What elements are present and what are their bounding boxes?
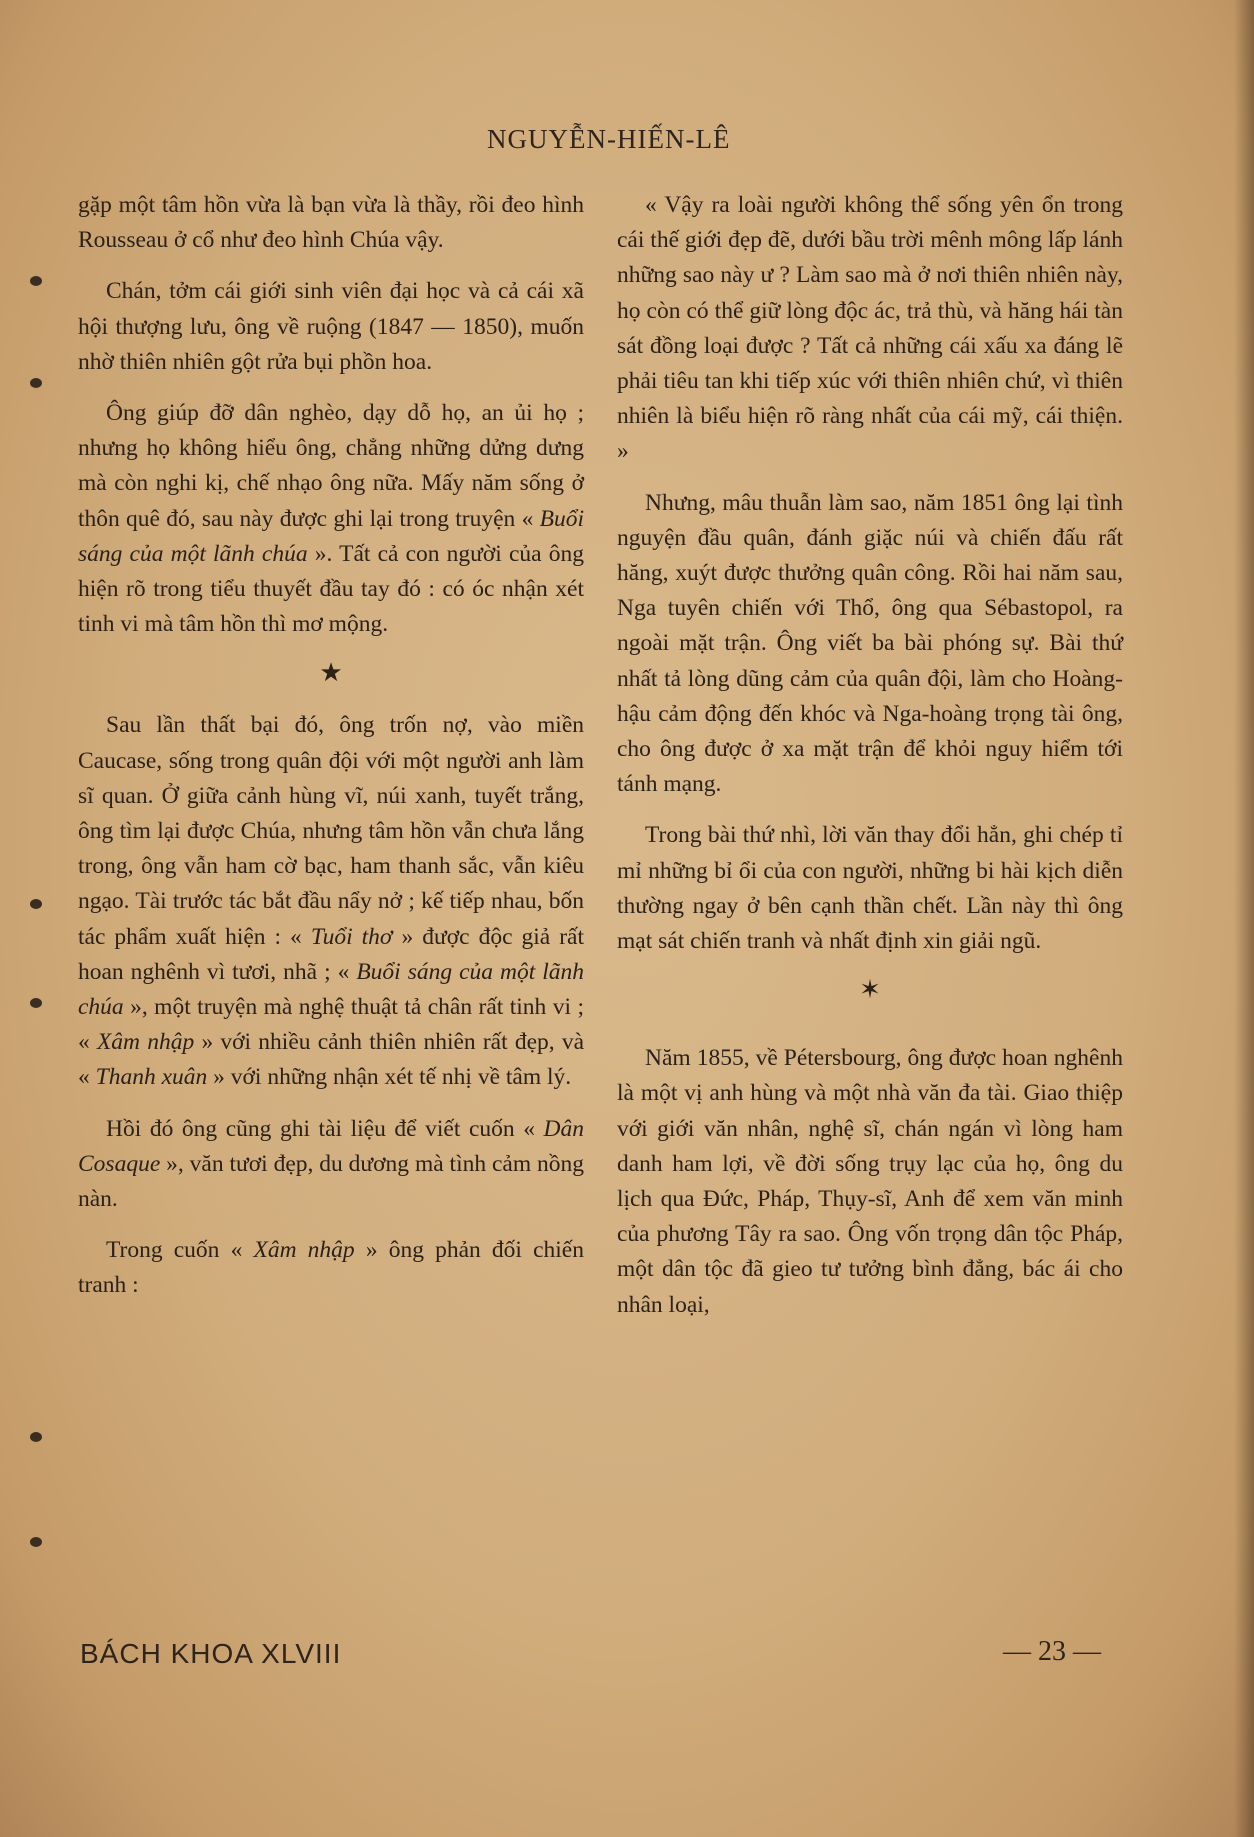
work-title: Thanh xuân (95, 1064, 208, 1091)
work-title: Tuổi thơ (310, 923, 393, 950)
work-title: Dân Cosaque (78, 1115, 585, 1177)
work-title: Buổi sáng của một lãnh chúa (78, 505, 585, 567)
section-star-separator: ★ (319, 658, 343, 688)
paragraph: Trong cuốn « Xâm nhập » ông phản đối chiến tranh : (78, 1237, 584, 1299)
work-title: Xâm nhập (253, 1237, 355, 1264)
right-column (617, 188, 1123, 1339)
margin-mark (30, 378, 42, 388)
paragraph: Chán, tởm cái giới sinh viên đại học và cả cái xã hội thượng lưu, ông về ruộng (1847 — 1850), muốn nhờ thiên nhiên gột rửa bụi phồn hoa. (78, 278, 584, 375)
work-title: Xâm nhập (96, 1029, 195, 1056)
left-column (78, 188, 584, 1320)
paragraph: Nhưng, mâu thuẫn làm sao, năm 1851 ông lại tình nguyện đầu quân, đánh giặc núi và chiến đấu rất hăng, xuýt được thưởng quân công. Rồi hai năm sau, Nga tuyên chiến với Thổ, ông qua Sébastopol, ra ngoài mặt trận. Ông viết ba bài phóng sự. Bài thứ nhất tả lòng dũng cảm của quân đội, làm cho Hoàng-hậu cảm động đến khóc và Nga-hoàng trọng tài ông, cho ông được ở xa mặt trận để khỏi nguy hiểm tới tánh mạng. (617, 489, 1123, 798)
work-title: Buổi sáng của một lãnh chúa (78, 958, 584, 1021)
margin-mark (30, 899, 42, 909)
paragraph: Hồi đó ông cũng ghi tài liệu để viết cuốn « Dân Cosaque », văn tươi đẹp, du dương mà tình cảm nồng nàn. (78, 1115, 585, 1213)
margin-mark (30, 276, 42, 286)
paragraph: Năm 1855, về Pétersbourg, ông được hoan nghênh là một vị anh hùng và một nhà văn đa tài. Giao thiệp với giới văn nhân, nghệ sĩ, chán ngán vì lòng ham danh ham lợi, về đời sống trụy lạc của họ, ông du lịch qua Đức, Pháp, Thụy-sĩ, Anh để xem văn minh của phương Tây ra sao. Ông vốn trọng dân tộc Pháp, một dân tộc đã gieo tư tưởng bình đẳng, bác ái cho nhân loại, (617, 1045, 1123, 1318)
page-edge-shadow (1234, 0, 1254, 1837)
quote-paragraph: « Vậy ra loài người không thể sống yên ổn trong cái thế giới đẹp đẽ, dưới bầu trời mênh mông lấp lánh những sao này ư ? Làm sao mà ở nơi thiên nhiên này, họ còn có thể giữ lòng độc ác, trả thù, và hăng hái tàn sát đồng loại được ? Tất cả những cái xấu xa đáng lẽ phải tiêu tan khi tiếp xúc với thiên nhiên chứ, vì thiên nhiên là biểu hiện rõ ràng nhất của cái mỹ, cái thiện. » (617, 192, 1123, 465)
paragraph: Sau lần thất bại đó, ông trốn nợ, vào miền Caucase, sống trong quân đội với một người anh làm sĩ quan. Ở giữa cảnh hùng vĩ, núi xanh, tuyết trắng, ông tìm lại được Chúa, nhưng tâm hồn vẫn chưa lắng trong, ông vẫn ham cờ bạc, ham thanh sắc, vẫn kiêu ngạo. Tài trước tác bắt đầu nẩy nở ; kế tiếp nhau, bốn tác phẩm xuất hiện : « Tuổi thơ » được độc giả rất hoan nghênh vì tươi, nhã ; « Buổi sáng của một lãnh chúa », một truyện mà nghệ thuật tả chân rất tinh vi ; « Xâm nhập » với nhiều cảnh thiên nhiên rất đẹp, và « Thanh xuân » với những nhận xét tế nhị về tâm lý. (78, 712, 585, 1091)
section-star-separator: ✶ (859, 975, 881, 1005)
page-number: — 23 — (1003, 1636, 1101, 1667)
paragraph: gặp một tâm hồn vừa là bạn vừa là thầy, rồi đeo hình Rousseau ở cổ như đeo hình Chúa vậy. (78, 192, 584, 254)
paragraph: Ông giúp đỡ dân nghèo, dạy dỗ họ, an ủi họ ; nhưng họ không hiểu ông, chẳng những dửng dưng mà còn nghi kị, chế nhạo ông nữa. Mấy năm sống ở thôn quê đó, sau này được ghi lại trong truyện « Buổi sáng của một lãnh chúa ». Tất cả con người của ông hiện rõ trong tiểu thuyết đầu tay đó : có óc nhận xét tinh vi mà tâm hồn thì mơ mộng. (78, 400, 585, 638)
running-header-author: NGUYỄN-HIẾN-LÊ (487, 124, 731, 154)
margin-mark (30, 1432, 42, 1442)
paragraph: Trong bài thứ nhì, lời văn thay đổi hẳn, ghi chép tỉ mỉ những bỉ ổi của con người, những bi hài kịch diễn thường ngay ở bên cạnh thần chết. Lần này thì ông mạt sát chiến tranh và nhất định xin giải ngũ. (617, 822, 1123, 955)
margin-mark (30, 1537, 42, 1547)
magazine-footer: BÁCH KHOA XLVIII (80, 1638, 342, 1669)
margin-mark (30, 998, 42, 1008)
